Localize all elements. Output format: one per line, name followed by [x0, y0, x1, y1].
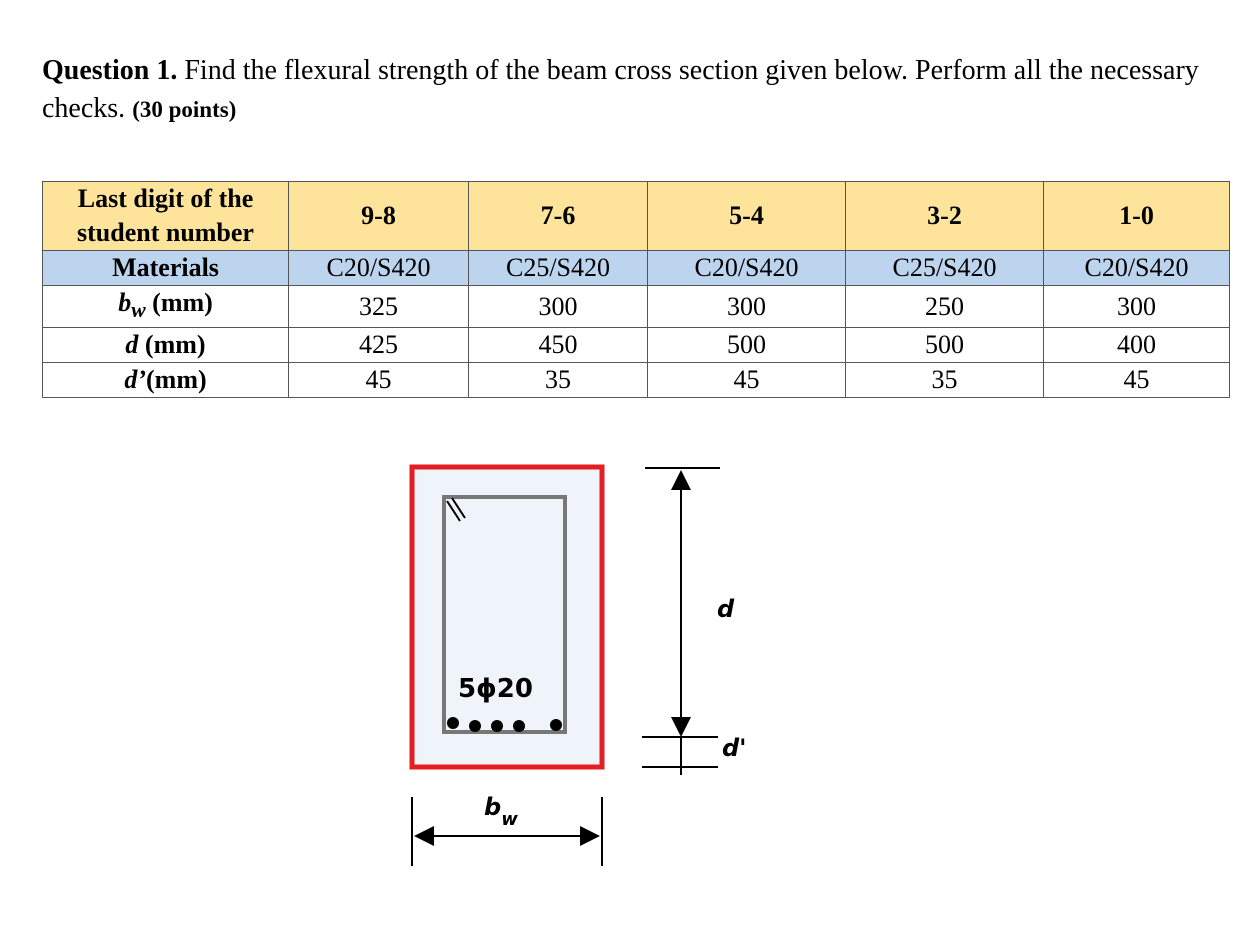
table-cell: 45 [648, 363, 846, 398]
table-cell: 300 [648, 286, 846, 328]
table-cell: 35 [469, 363, 648, 398]
row-label: $b_w$ (mm) [43, 286, 289, 328]
table-cell: 45 [1044, 363, 1230, 398]
column-header: 9-8 [289, 182, 469, 251]
question-body: Find the flexural strength of the beam cross section given below. Perform all the necessary checks. [42, 55, 1199, 124]
rebar [447, 717, 459, 729]
rebar [550, 719, 562, 731]
table-cell: 400 [1044, 328, 1230, 363]
table-cell: C20/S420 [648, 251, 846, 286]
rebar-label: 5ϕ20 [458, 674, 533, 704]
table-cell: 300 [469, 286, 648, 328]
rebar [469, 720, 481, 732]
table-cell: 500 [648, 328, 846, 363]
table-cell: 45 [289, 363, 469, 398]
column-header: 1-0 [1044, 182, 1230, 251]
row-label: d’(mm) [43, 363, 289, 398]
row-label: Materials [43, 251, 289, 286]
table-cell: 300 [1044, 286, 1230, 328]
table-cell: C20/S420 [1044, 251, 1230, 286]
table-cell: C25/S420 [846, 251, 1044, 286]
dprime-label: d' [722, 734, 747, 762]
table-cell: 500 [846, 328, 1044, 363]
bw-label: $b_w$ [484, 793, 518, 830]
rebar [513, 720, 525, 732]
table-cell: 35 [846, 363, 1044, 398]
concrete-section [412, 467, 602, 767]
question-points: (30 points) [132, 97, 237, 122]
table-cell: 425 [289, 328, 469, 363]
d-label: d [717, 595, 735, 623]
rebar [491, 720, 503, 732]
question-label: Question 1. [42, 55, 178, 86]
table-cell: 450 [469, 328, 648, 363]
column-header: 7-6 [469, 182, 648, 251]
table-cell: C25/S420 [469, 251, 648, 286]
column-header: 3-2 [846, 182, 1044, 251]
table-cell: 325 [289, 286, 469, 328]
table-cell: 250 [846, 286, 1044, 328]
corner-header: Last digit of the student number [43, 182, 289, 251]
column-header: 5-4 [648, 182, 846, 251]
row-label: d (mm) [43, 328, 289, 363]
table-cell: C20/S420 [289, 251, 469, 286]
